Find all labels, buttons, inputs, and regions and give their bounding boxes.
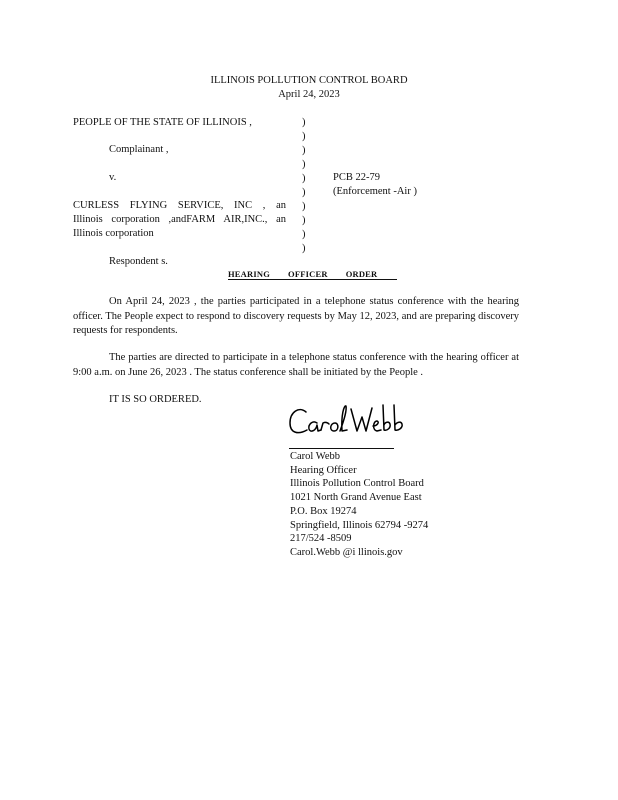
signature-block [290, 450, 428, 560]
paren: ) [302, 159, 306, 170]
respondent-line-1: CURLESS FLYING SERVICE, INC , an [73, 200, 286, 211]
respondent-line-2: Illinois corporation ,andFARM AIR,INC., an [73, 214, 286, 225]
paragraph-1 [73, 295, 519, 339]
paren: ) [302, 229, 306, 240]
caption-parens [302, 116, 310, 256]
respondent-line-3: Illinois corporation [73, 228, 154, 239]
paragraph-2 [73, 351, 519, 380]
signer-phone: 217/524 -8509 [290, 533, 352, 545]
closing-statement: IT IS SO ORDERED. [109, 394, 202, 405]
paren: ) [302, 201, 306, 212]
paren: ) [302, 187, 306, 198]
case-number: PCB 22-79 [333, 172, 380, 183]
order-date: April 24, 2023 [278, 89, 340, 100]
signer-po-box: P.O. Box 19274 [290, 505, 357, 517]
signer-name: Carol Webb [290, 451, 340, 462]
order-title-word: HEARING [228, 269, 271, 279]
signer-title: Hearing Officer [290, 464, 357, 476]
paren: ) [302, 243, 306, 254]
complainant-role: Complainant , [109, 144, 169, 155]
board-name: ILLINOIS POLLUTION CONTROL BOARD [210, 75, 408, 86]
paren: ) [302, 145, 306, 156]
signature-image [287, 403, 415, 447]
case-type: (Enforcement -Air ) [333, 186, 417, 197]
complainant-name: PEOPLE OF THE STATE OF ILLINOIS , [73, 117, 252, 128]
respondent-role: Respondent s. [109, 256, 168, 267]
signer-street-address: 1021 North Grand Avenue East [290, 492, 422, 504]
signer-email[interactable]: Carol.Webb @i llinois.gov [290, 546, 403, 558]
signer-city-state-zip: Springfield, Illinois 62794 -9274 [290, 519, 429, 531]
paren: ) [302, 215, 306, 226]
paren: ) [302, 117, 306, 128]
order-title-word: ORDER [345, 269, 378, 279]
order-title-underlined [228, 269, 397, 280]
order-title [228, 268, 397, 281]
signer-organization: Illinois Pollution Control Board [290, 478, 424, 490]
order-title-word: OFFICER [288, 269, 328, 279]
paragraph-2-text: The parties are directed to participate in a telephone status conference with the hearing officer at 9:00 a.m. on June 26, 2023 . The status conference shall be initiated by the People . [73, 352, 519, 378]
paren: ) [302, 173, 306, 184]
paren: ) [302, 131, 306, 142]
signature-line [289, 448, 394, 449]
versus-label: v. [109, 172, 117, 183]
paragraph-1-text: On April 24, 2023 , the parties participated in a telephone status conference with the hearing officer. The People expect to respond to discovery requests by May 12, 2023, and are preparing discovery requests for respondents. [73, 296, 519, 336]
